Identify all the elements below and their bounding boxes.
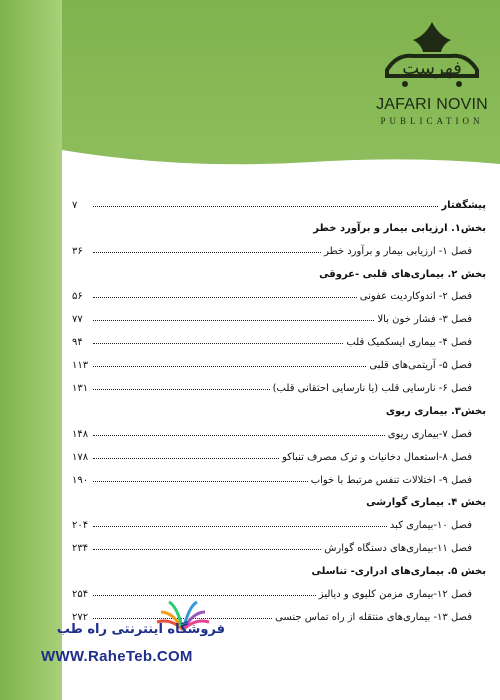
toc-label: فصل ۱۰-بیماری کبد (389, 520, 472, 532)
toc-entry[interactable] (72, 325, 486, 348)
toc-section-heading (72, 486, 486, 509)
toc-section-heading (72, 211, 486, 234)
toc-label: فصل ۴- بیماری ایسکمیک قلب (346, 337, 472, 349)
dot-leader (93, 296, 357, 298)
dot-leader (93, 548, 321, 550)
dot-leader (93, 251, 321, 253)
dot-leader (93, 319, 374, 321)
toc-entry[interactable] (72, 508, 486, 531)
store-name: فروشگاه اینترنتی راه طب (56, 622, 225, 637)
toc-label: فصل ۹- اختلالات تنفس مرتبط با خواب (310, 474, 472, 486)
dot-leader (93, 457, 279, 459)
toc-page-number: ۲۰۴ (72, 520, 89, 532)
toc-page-number: ۷۷ (72, 314, 83, 326)
logo-subtitle: PUBLICATION (380, 116, 484, 126)
left-green-band (0, 0, 62, 700)
dot-leader (93, 205, 438, 207)
toc-label: فصل ۲- اندوکاردیت عفونی (359, 291, 472, 303)
toc-page-number: ۵۶ (72, 291, 83, 303)
toc-entry[interactable] (72, 234, 486, 257)
toc-label: فصل ۱۲-بیماری مزمن کلیوی و دیالیز (318, 589, 472, 601)
toc-label: بخش ۵. بیماری‌های ادراری- تناسلی (311, 566, 486, 578)
table-of-contents (72, 188, 486, 623)
toc-label: فصل ۱۱-بیماری‌های دستگاه گوارش (324, 543, 472, 555)
dot-leader (93, 388, 270, 390)
publisher-logo (372, 18, 492, 148)
toc-label: فصل ۵- آریتمی‌های قلبی (369, 360, 472, 372)
logo-mark-text: فهرست (402, 58, 462, 79)
toc-entry[interactable] (72, 348, 486, 371)
toc-label: بخش ۴. بیماری گوارشی (366, 497, 486, 509)
toc-entry[interactable] (72, 188, 486, 211)
toc-page-number: ۲۳۴ (72, 543, 89, 555)
toc-entry[interactable] (72, 531, 486, 554)
dot-leader (93, 480, 308, 482)
toc-label: فصل ۸-استعمال دخانیات و ترک مصرف تنباکو (282, 451, 472, 463)
dot-leader (93, 342, 343, 344)
logo-mark-icon (377, 18, 487, 94)
toc-entry[interactable] (72, 440, 486, 463)
toc-label: فصل ۱۳- بیماری‌های منتقله از راه تماس جنسی (275, 611, 472, 623)
toc-label: بخش۱. ارزیابی بیمار و برآورد خطر (313, 222, 486, 234)
dot-leader (93, 365, 366, 367)
toc-label: فصل ۶- نارسایی قلب (یا نارسایی احتقانی قلب) (272, 383, 472, 395)
dot-leader (93, 434, 385, 436)
toc-section-heading (72, 394, 486, 417)
toc-page-number: ۳۶ (72, 245, 83, 257)
toc-page-number: ۱۹۰ (72, 474, 89, 486)
toc-section-heading (72, 257, 486, 280)
toc-page-number: ۲۵۴ (72, 589, 89, 601)
logo-name: JAFARI NOVIN (376, 96, 488, 113)
toc-page-number: ۱۳۱ (72, 383, 89, 395)
dot-leader (93, 525, 387, 527)
toc-entry[interactable] (72, 577, 486, 600)
toc-entry[interactable] (72, 463, 486, 486)
toc-section-heading (72, 554, 486, 577)
toc-page-number: ۱۴۸ (72, 428, 89, 440)
toc-label: فصل ۱- ارزیابی بیمار و برآورد خطر (324, 245, 472, 257)
toc-label: فصل ۳- فشار خون بالا (377, 314, 472, 326)
toc-label: بخش۳. بیماری ریوی (385, 405, 486, 417)
toc-label: پیشگفتار (441, 199, 486, 211)
store-watermark (35, 618, 225, 674)
toc-label: بخش ۲. بیماری‌های قلبی -عروقی (319, 268, 486, 280)
toc-entry[interactable] (72, 280, 486, 303)
toc-label: فصل ۷-بیماری ریوی (387, 428, 472, 440)
toc-page-number: ۷ (72, 199, 78, 211)
toc-entry[interactable] (72, 417, 486, 440)
toc-entry[interactable] (72, 302, 486, 325)
toc-page-number: ۱۷۸ (72, 451, 89, 463)
store-url[interactable]: WWW.RaheTeb.COM (41, 648, 193, 665)
toc-page-number: ۱۱۳ (72, 360, 89, 372)
toc-page-number: ۹۴ (72, 337, 83, 349)
toc-page-number: ۲۷۲ (72, 611, 89, 623)
toc-entry[interactable] (72, 371, 486, 394)
